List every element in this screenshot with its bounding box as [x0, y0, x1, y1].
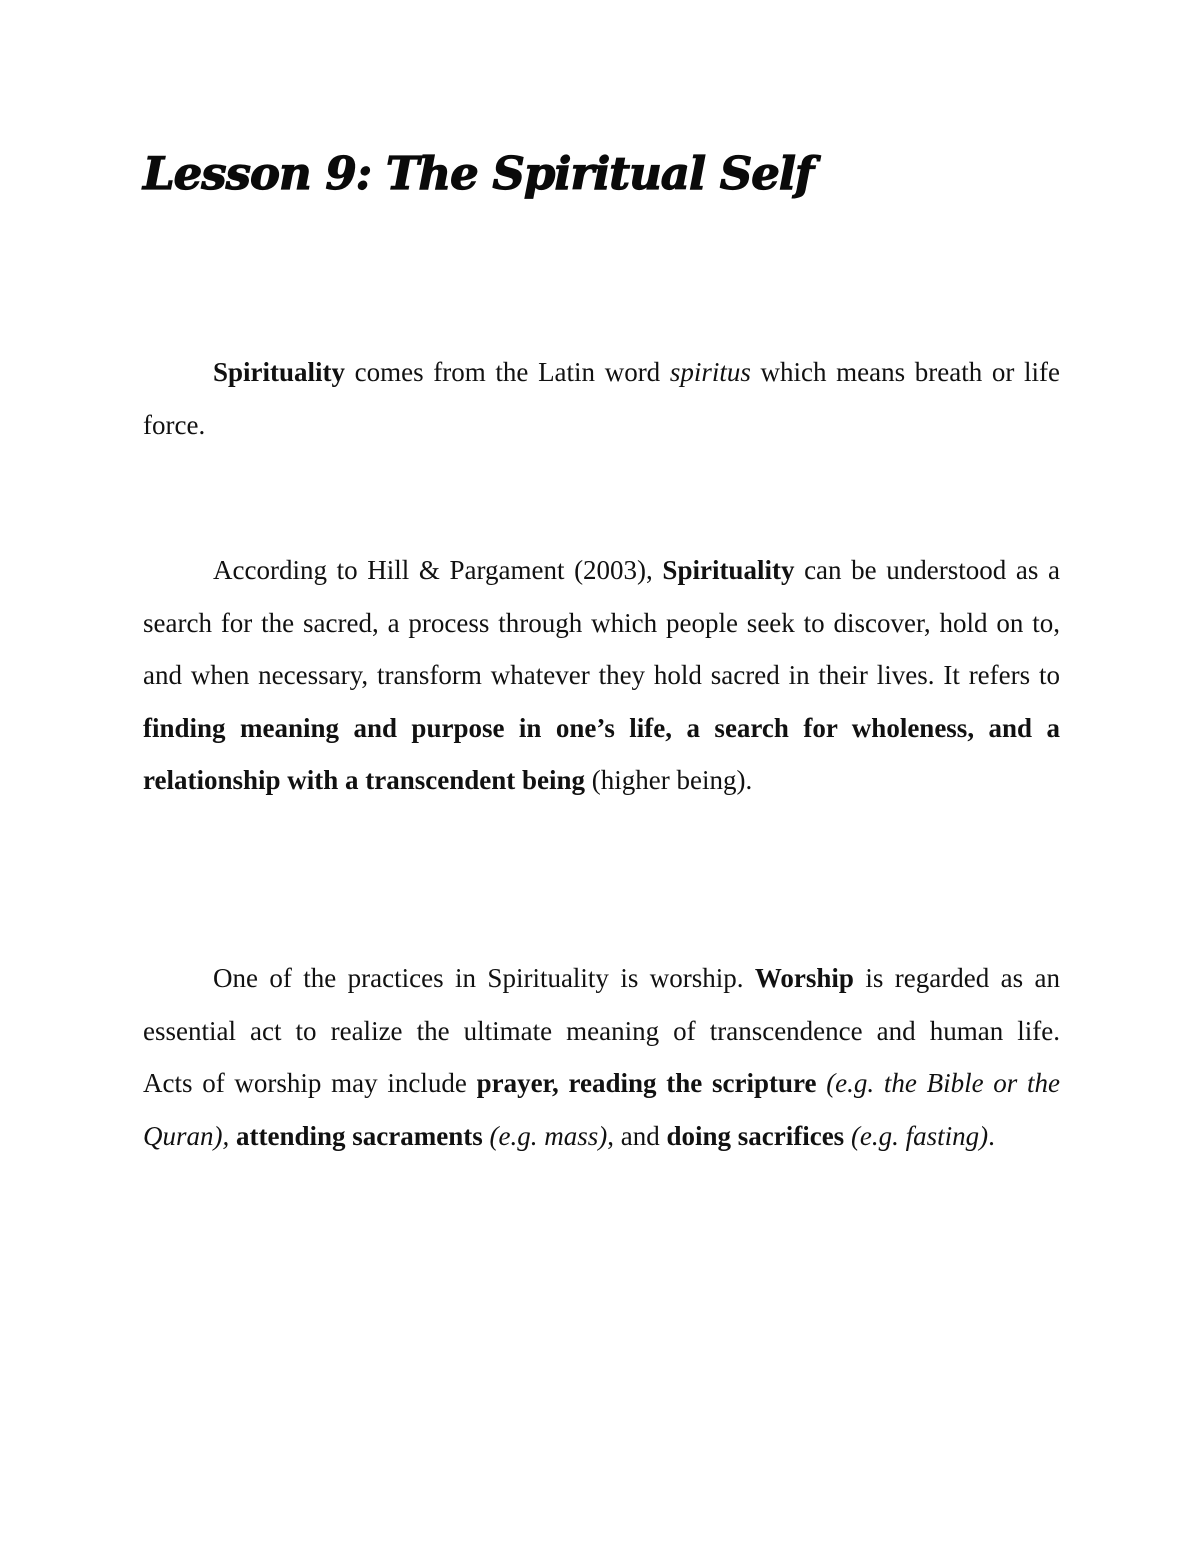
text: Acts of worship may include — [143, 1068, 477, 1098]
text: (higher being). — [585, 765, 753, 795]
text — [229, 1121, 236, 1151]
latin-word: spiritus — [669, 357, 751, 387]
text: comes from the Latin word — [345, 357, 670, 387]
worship-acts — [143, 1057, 1060, 1162]
lesson-title: Lesson 9: The Spiritual Self — [143, 147, 814, 200]
term-spirituality: Spirituality — [662, 555, 795, 585]
paragraph-definition — [143, 346, 1060, 451]
text: can be understood as a search for the sacred, a process through which people seek to discover, hold on to, and when necessary, transform whatever they hold sacred in their lives. It refers to — [143, 555, 1060, 690]
term-spirituality: Spirituality — [213, 357, 346, 387]
text: One of the practices in Spirituality is worship. — [213, 963, 755, 993]
text: According to Hill & Pargament (2003), — [213, 555, 663, 585]
paragraph-worship — [143, 952, 1060, 1162]
text: . — [988, 1120, 995, 1151]
text: is regarded as an essential act to realize the ultimate meaning of transcendence and human life. — [143, 963, 1060, 1046]
act-prayer-scripture: prayer, reading the scripture — [476, 1068, 817, 1098]
example-fasting: (e.g. fasting) — [844, 1120, 989, 1151]
example-bible-quran: (e.g. the Bible or the Quran), — [143, 1068, 1061, 1151]
act-sacraments: attending sacraments — [236, 1120, 483, 1151]
example-mass: (e.g. mass) — [482, 1120, 608, 1151]
worship-intro — [143, 952, 1060, 1057]
paragraph-hill-pargament — [143, 544, 1060, 807]
act-sacrifices: doing sacrifices — [666, 1120, 845, 1151]
text: which means breath or life force. — [143, 357, 1061, 440]
term-worship: Worship — [754, 963, 854, 993]
text: , and — [607, 1120, 667, 1151]
key-definition: finding meaning and purpose in one’s life, a search for wholeness, and a relationship with a transcendent being — [143, 712, 1060, 795]
